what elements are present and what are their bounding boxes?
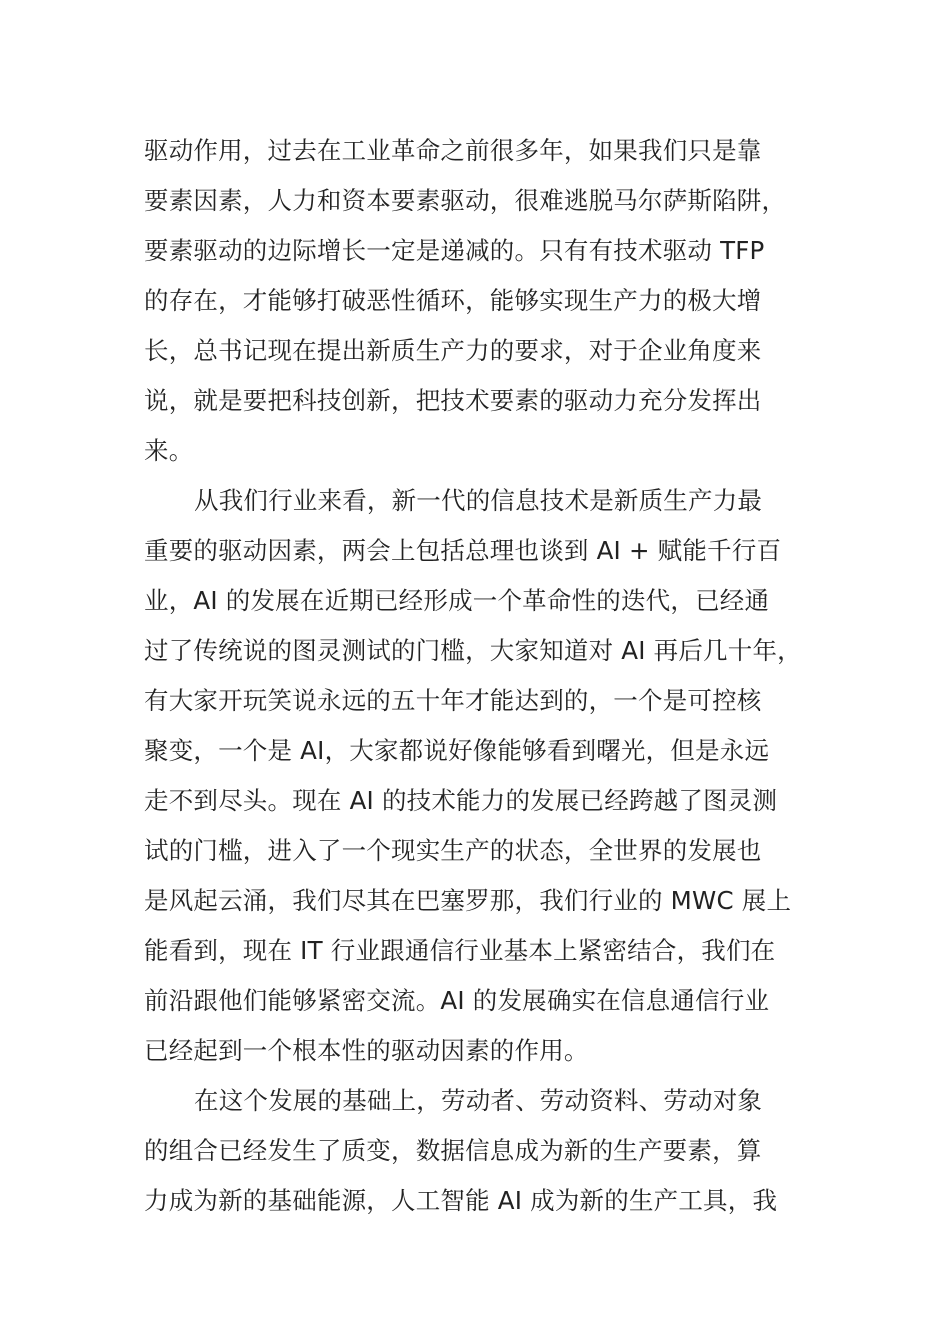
- text-line: 前沿跟他们能够紧密交流。AI 的发展确实在信息通信行业: [144, 986, 770, 1015]
- text-line: 力成为新的基础能源，人工智能 AI 成为新的生产工具，我: [144, 1186, 778, 1215]
- text-line: 长，总书记现在提出新质生产力的要求，对于企业角度来: [144, 336, 762, 365]
- text-line: 重要的驱动因素，两会上包括总理也谈到 AI + 赋能千行百: [144, 536, 782, 565]
- paragraph-first-line: 在这个发展的基础上，劳动者、劳动资料、劳动对象: [194, 1086, 763, 1115]
- text-line: 聚变，一个是 AI，大家都说好像能够看到曙光，但是永远: [144, 736, 770, 765]
- text-line: 过了传统说的图灵测试的门槛，大家知道对 AI 再后几十年，: [144, 636, 802, 665]
- text-line: 能看到，现在 IT 行业跟通信行业基本上紧密结合，我们在: [144, 936, 776, 965]
- text-line: 已经起到一个根本性的驱动因素的作用。: [144, 1036, 589, 1065]
- text-line: 试的门槛，进入了一个现实生产的状态，全世界的发展也: [144, 836, 762, 865]
- text-line: 要素因素，人力和资本要素驱动，很难逃脱马尔萨斯陷阱，: [144, 186, 787, 215]
- text-line: 业，AI 的发展在近期已经形成一个革命性的迭代，已经通: [144, 586, 770, 615]
- text-line: 来。: [144, 436, 194, 465]
- text-line: 的存在，才能够打破恶性循环，能够实现生产力的极大增: [144, 286, 762, 315]
- document-body-text: [144, 126, 824, 1226]
- text-line: 是风起云涌，我们尽其在巴塞罗那，我们行业的 MWC 展上: [144, 886, 792, 915]
- text-line: 的组合已经发生了质变，数据信息成为新的生产要素，算: [144, 1136, 762, 1165]
- text-line: 有大家开玩笑说永远的五十年才能达到的，一个是可控核: [144, 686, 762, 715]
- text-line: 驱动作用，过去在工业革命之前很多年，如果我们只是靠: [144, 136, 762, 165]
- text-line: 走不到尽头。现在 AI 的技术能力的发展已经跨越了图灵测: [144, 786, 778, 815]
- text-line: 说，就是要把科技创新，把技术要素的驱动力充分发挥出: [144, 386, 762, 415]
- paragraph-first-line: 从我们行业来看，新一代的信息技术是新质生产力最: [194, 486, 763, 515]
- text-line: 要素驱动的边际增长一定是递减的。只有有技术驱动 TFP: [144, 236, 765, 265]
